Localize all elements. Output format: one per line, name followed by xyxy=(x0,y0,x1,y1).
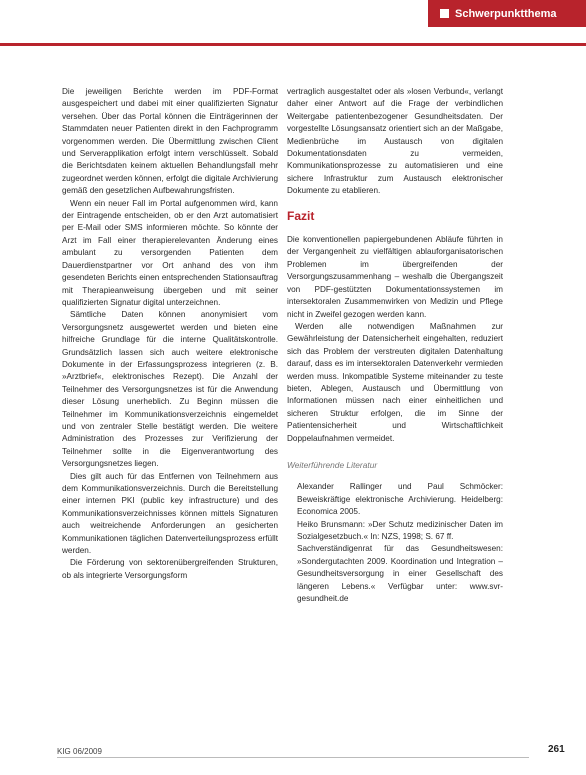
publication-info: KIG 06/2009 xyxy=(57,747,102,756)
page-number: 261 xyxy=(548,744,565,755)
square-icon xyxy=(440,9,449,18)
body-paragraph: Die Förderung von sektorenübergreifenden Strukturen, ob als integrierte Versorgungsform xyxy=(62,558,278,580)
right-column xyxy=(287,86,503,605)
page-header xyxy=(0,0,586,44)
section-heading: Fazit xyxy=(287,208,315,223)
literature-item: Alexander Rallinger und Paul Schmöcker: Beweiskräftige elektronische Archivierung. Heidelberg: Economica 2005. xyxy=(297,482,503,517)
section-label: Schwerpunktthema xyxy=(455,7,557,20)
literature-heading: Weiterführende Literatur xyxy=(287,459,378,470)
header-rule xyxy=(0,43,586,46)
body-paragraph: Werden alle notwendigen Maßnahmen zur Gewährleistung der Datensicherheit eingehalten, reduziert sich das Problem der verstreuten digitalen Datenhaltung darauf, dass es im intersektoralen Datenverkehr vermieden werden muss. Inkompatible Systeme miteinander zu teste bieten, Ablegen, Austausch und Übermittlung von Informationen müssen nach einer einheitlichen und sicheren Struktur erfolgen, die im Sinne der Patientensicherheit und Wirtschaftlichkeit Doppelaufnahmen vermeidet. xyxy=(287,321,503,443)
left-column xyxy=(62,86,278,582)
body-paragraph: Sämtliche Daten können anonymisiert vom Versorgungsnetz ausgewertet werden und bieten eine hilfreiche Grundlage für die interne Qualitätskontrolle. Grundsätzlich lassen sich auch weitere elektronische Dokumente in der Erfassungsprozess integrieren (z. B. »Arztbrief«, elektronisches Rezept). Die Anzahl der Teilnehmer des Versorgungsnetzes ist für die Anwendung dieser Lösung unerheblich. Zu Beginn müssen die Teilnehmer im Kommunikationsverzeichnis eingemeldet und von zentraler Stelle bestätigt werden. Die weitere Administration des Prozesses zur Verifizierung der Teilnehmer sollte in die Eigenverantwortung des Versorgungsnetzes liegen. xyxy=(62,310,278,469)
footer-rule xyxy=(57,757,529,758)
literature-item: Sachverständigenrat für das Gesundheitswesen: »Sondergutachten 2009. Koordination und Integration – Gesundheitsversorgung in einer Gesellschaft des längeren Lebens.« Verfügbar unter: www.svr-gesundheit.de xyxy=(297,544,503,604)
body-paragraph: Wenn ein neuer Fall im Portal aufgenommen wird, kann der Eintragende entscheiden, ob er den Arzt automatisiert per E-Mail oder SMS informieren möchte. So könnte der Arzt im Fall einer therapierelevanten Änderung eines ambulant zu versorgenden Patienten dem Dauerdienstpartner vor Ort anhand des von ihm gesendeten Berichts einen entsprechenden Stationsauftrag mit Therapieanweisung übergeben und mit seiner qualifizierten Signatur digital unterzeichnen. xyxy=(62,198,278,307)
literature-list xyxy=(287,481,503,605)
body-paragraph: vertraglich ausgestaltet oder als »losen Verbund«, verlangt daher einer Antwort auf die Frage der verbindlichen Weitergabe patientenbezogener Gesundheitsdaten. Der vorgestellte Lösungsansatz orientiert sich an der Maßgabe, Medienbrüche im Austausch von digitalen Dokumentationsdaten zu vermeiden, Kommunikationsprozesse zu automatisieren und eine sichere Infrastruktur zum Austausch elektronischer Dokumente zu etablieren. xyxy=(287,87,503,196)
body-paragraph: Die konventionellen papiergebundenen Abläufe führten in der Vergangenheit zu vielfältigen ablauforganisatorischen Problemen im übergreifenden der Versorgungszusammenhang – weshalb die Übergangszeit von PDF-gestützten Dokumentationssystemen im intersektoralen Zusammenwirken von Medizin und Pflege nicht in Zweifel gezogen werden kann. xyxy=(287,235,503,319)
literature-item: Heiko Brunsmann: »Der Schutz medizinischer Daten im Sozialgesetzbuch.« In: NZS, 1998; S. 67 ff. xyxy=(297,519,503,541)
body-paragraph: Dies gilt auch für das Entfernen von Teilnehmern aus dem Kommunikationsverzeichnis. Durch die Bereitstellung einer internen PKI (public key infrastructure) und des Kommunikationsverzeichnisses können mittels Signaturen auch weitreichende Anforderungen an gesicherten Kommunikationen täglichen Datenverteilungsprozess erfüllt werden. xyxy=(62,471,278,556)
section-tab xyxy=(428,0,586,27)
body-paragraph: Die jeweiligen Berichte werden im PDF-Format ausgespeichert und dabei mit einer qualifizierten Signatur versehen. Über das Portal können die Einträgerinnen der Stammdaten neuer Patienten direkt in den Fachprogramm vorgenommen werden. Die Übermittlung zwischen Client und Serverapplikation erfolgt intern verschlüsselt. Sobald die Berichtsdaten keinem aktuellen Behandlungsfall mehr zugeordnet werden können, erfolgt die digitale Archivierung gemäß den gesetzlichen Aufbewahrungsfristen. xyxy=(62,87,278,196)
